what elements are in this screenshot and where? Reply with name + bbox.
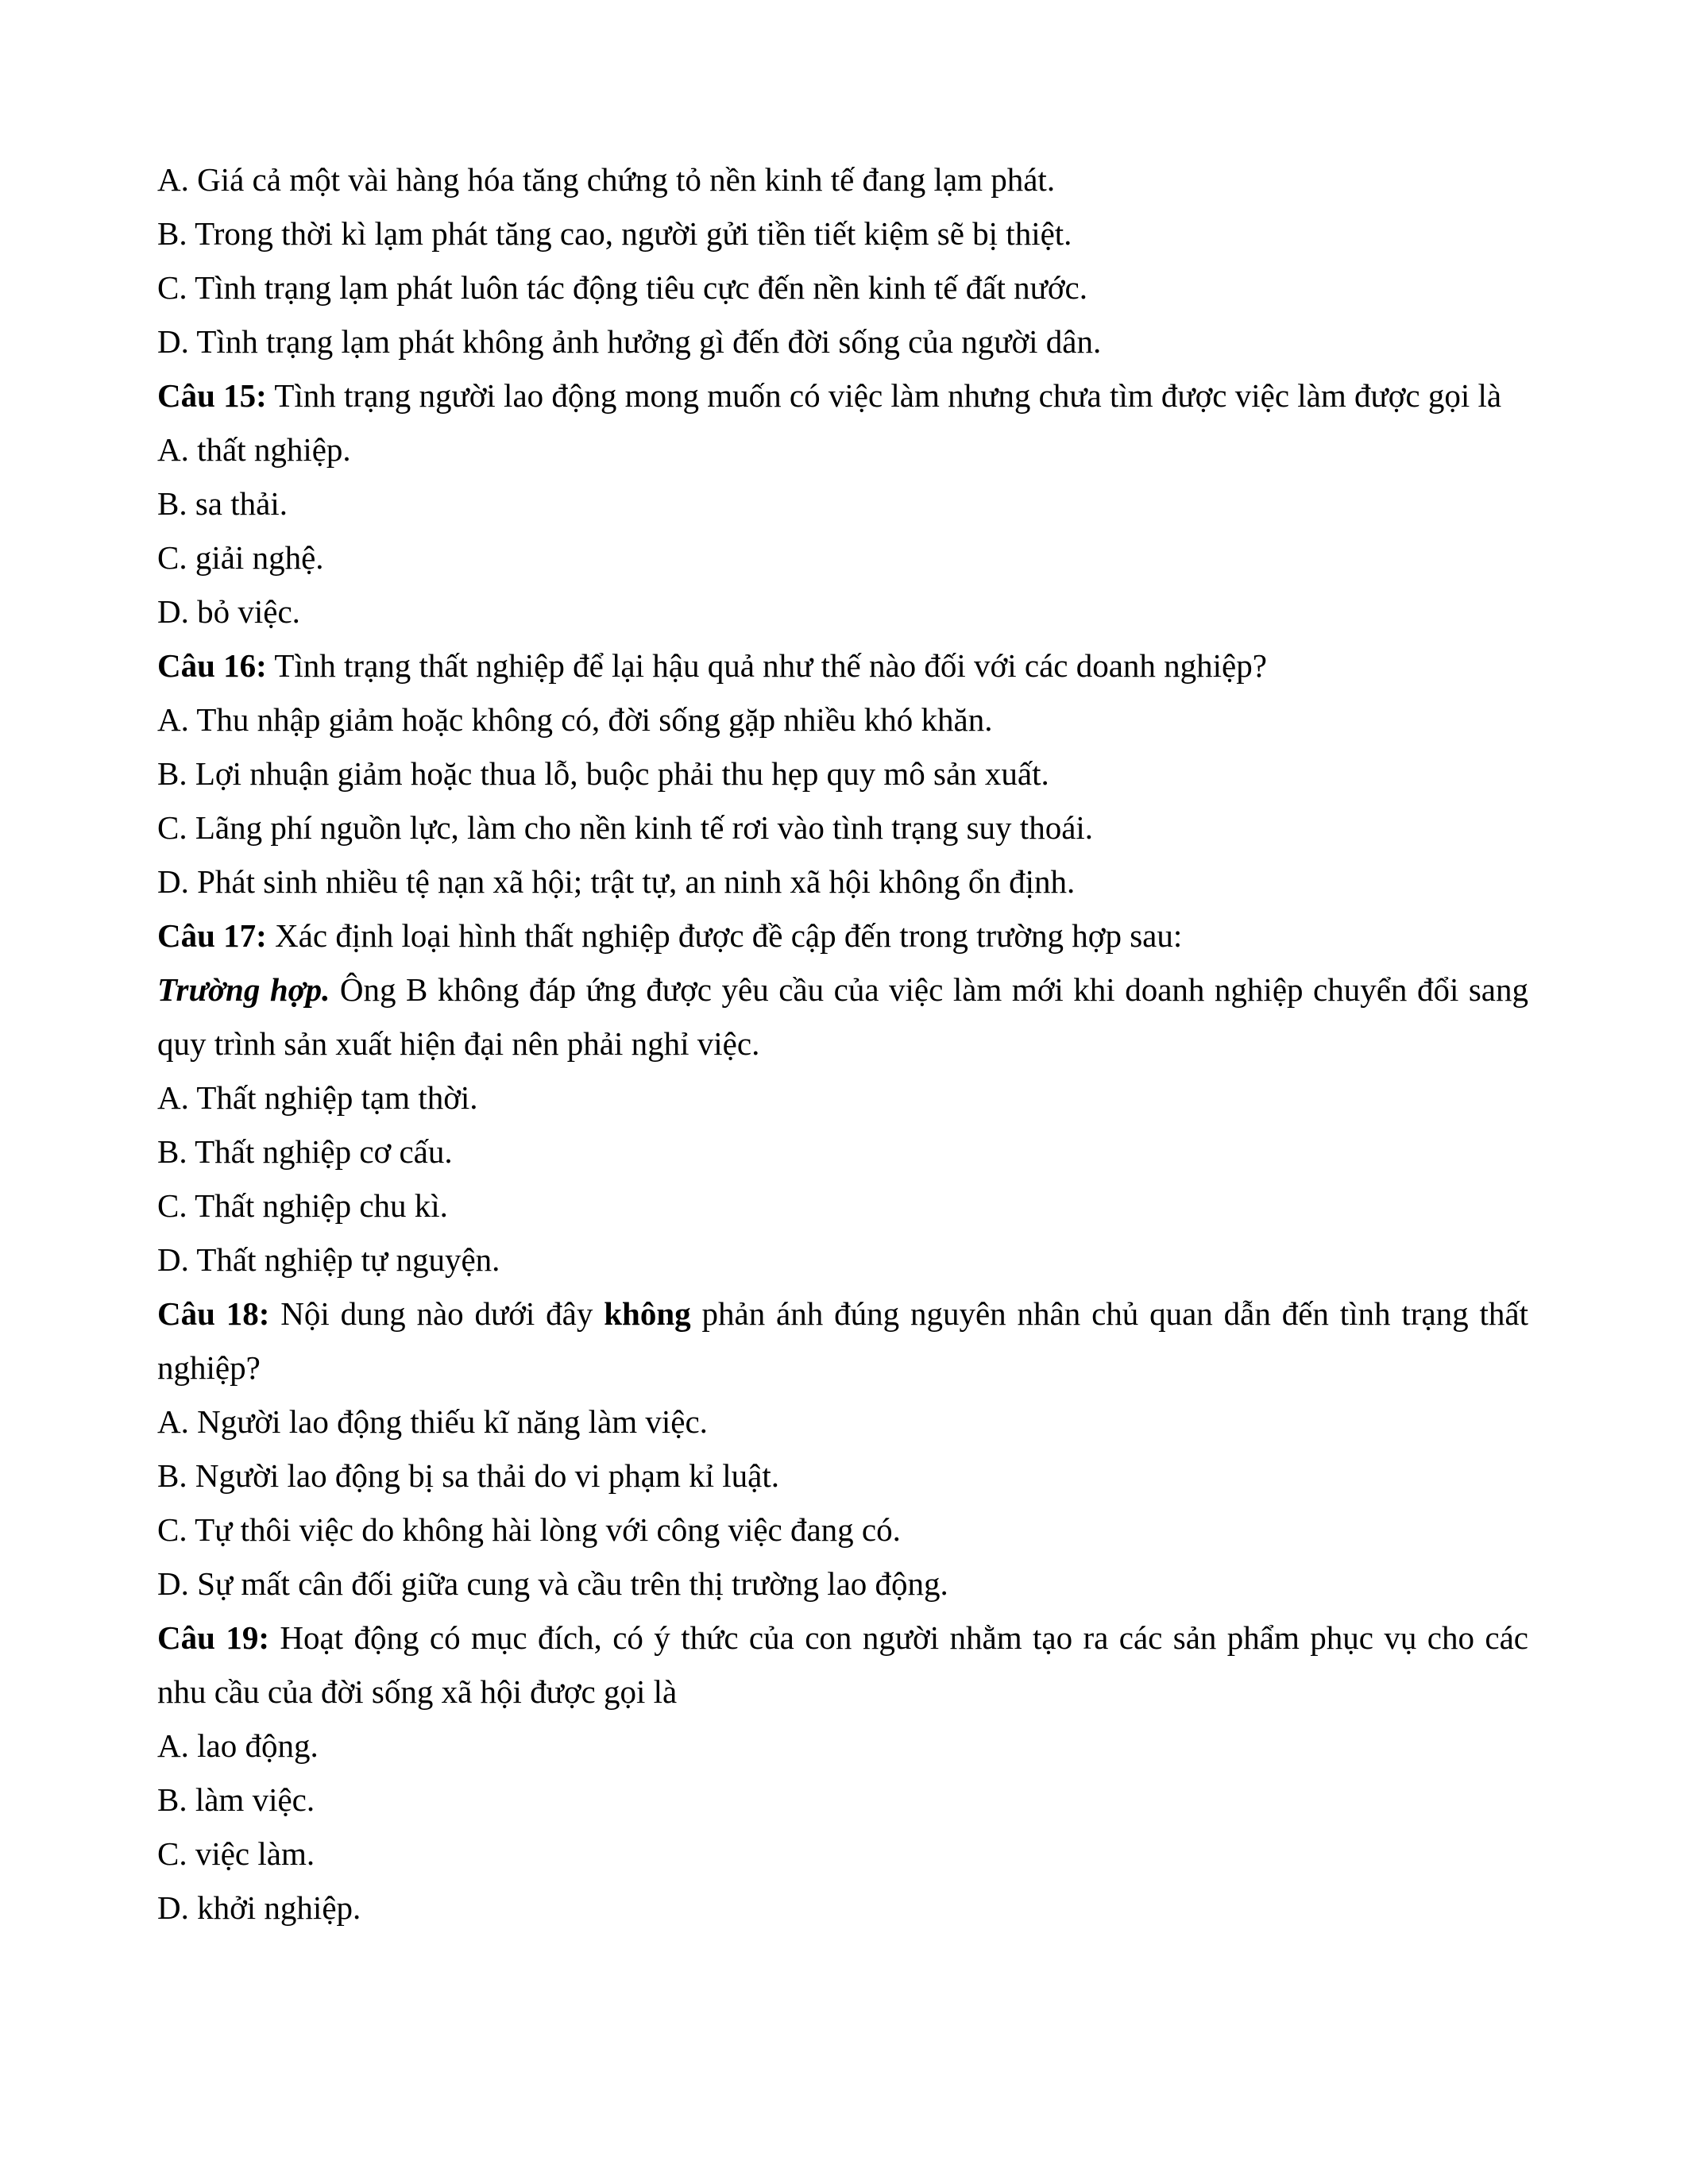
q18-option-a: A. Người lao động thiếu kĩ năng làm việc.	[157, 1403, 708, 1440]
q18-stem	[157, 1287, 1528, 1395]
q15-option-b: B. sa thải.	[157, 485, 288, 522]
q16-option-a: A. Thu nhập giảm hoặc không có, đời sống gặp nhiều khó khăn.	[157, 701, 993, 738]
document-page	[157, 152, 1528, 1935]
q16-option-d: D. Phát sinh nhiều tệ nạn xã hội; trật tự, an ninh xã hội không ổn định.	[157, 863, 1076, 900]
q16-option-c: C. Lãng phí nguồn lực, làm cho nền kinh tế rơi vào tình trạng suy thoái.	[157, 809, 1094, 846]
q16-option-b: B. Lợi nhuận giảm hoặc thua lỗ, buộc phải thu hẹp quy mô sản xuất.	[157, 755, 1049, 792]
q15-label: Câu 15:	[157, 377, 267, 414]
q17-option-b: B. Thất nghiệp cơ cấu.	[157, 1133, 453, 1170]
q17-case	[157, 963, 1528, 1071]
q17-case-text: Ông B không đáp ứng được yêu cầu của việc làm mới khi doanh nghiệp chuyển đổi sang quy trình sản xuất hiện đại nên phải nghỉ việc.	[157, 971, 1529, 1062]
q14-option-a: A. Giá cả một vài hàng hóa tăng chứng tỏ nền kinh tế đang lạm phát.	[157, 161, 1056, 198]
q15-text: Tình trạng người lao động mong muốn có việc làm nhưng chưa tìm được việc làm được gọi là	[266, 377, 1502, 414]
q17-label: Câu 17:	[157, 917, 267, 954]
q14-option-b: B. Trong thời kì lạm phát tăng cao, người gửi tiền tiết kiệm sẽ bị thiệt.	[157, 215, 1072, 252]
q19-option-c: C. việc làm.	[157, 1835, 315, 1872]
q15-option-d: D. bỏ việc.	[157, 593, 300, 630]
q19-label: Câu 19:	[157, 1619, 269, 1656]
q15-option-a: A. thất nghiệp.	[157, 431, 351, 468]
q19-option-b: B. làm việc.	[157, 1781, 315, 1818]
q14-option-c: C. Tình trạng lạm phát luôn tác động tiêu cực đến nền kinh tế đất nước.	[157, 269, 1087, 306]
q15-option-c: C. giải nghệ.	[157, 539, 324, 576]
q18-label: Câu 18:	[157, 1295, 270, 1332]
q18-option-c: C. Tự thôi việc do không hài lòng với công việc đang có.	[157, 1511, 901, 1548]
q16-stem	[157, 639, 1528, 693]
q17-option-d: D. Thất nghiệp tự nguyện.	[157, 1241, 500, 1278]
q18-emphasis: không	[604, 1295, 691, 1332]
q18-option-d: D. Sự mất cân đối giữa cung và cầu trên thị trường lao động.	[157, 1565, 948, 1602]
q15-stem	[157, 369, 1528, 423]
q17-case-label: Trường hợp.	[157, 971, 330, 1008]
q17-option-c: C. Thất nghiệp chu kì.	[157, 1187, 448, 1224]
q19-text: Hoạt động có mục đích, có ý thức của con người nhằm tạo ra các sản phẩm phục vụ cho các nhu cầu của đời sống xã hội được gọi là	[157, 1619, 1528, 1710]
q18-text-before: Nội dung nào dưới đây	[269, 1295, 605, 1332]
q17-option-a: A. Thất nghiệp tạm thời.	[157, 1079, 478, 1116]
q19-option-a: A. lao động.	[157, 1727, 319, 1764]
q18-text-after: phản ánh đúng nguyên nhân chủ quan dẫn đến tình trạng thất nghiệp?	[157, 1295, 1528, 1386]
q17-stem	[157, 909, 1528, 963]
q16-label: Câu 16:	[157, 647, 267, 684]
q14-option-d: D. Tình trạng lạm phát không ảnh hưởng gì đến đời sống của người dân.	[157, 323, 1102, 360]
q19-option-d: D. khởi nghiệp.	[157, 1889, 361, 1926]
q16-text: Tình trạng thất nghiệp để lại hậu quả như thế nào đối với các doanh nghiệp?	[266, 647, 1267, 684]
q19-stem	[157, 1611, 1528, 1719]
q18-option-b: B. Người lao động bị sa thải do vi phạm kỉ luật.	[157, 1457, 779, 1494]
q17-text: Xác định loại hình thất nghiệp được đề cập đến trong trường hợp sau:	[266, 917, 1183, 954]
